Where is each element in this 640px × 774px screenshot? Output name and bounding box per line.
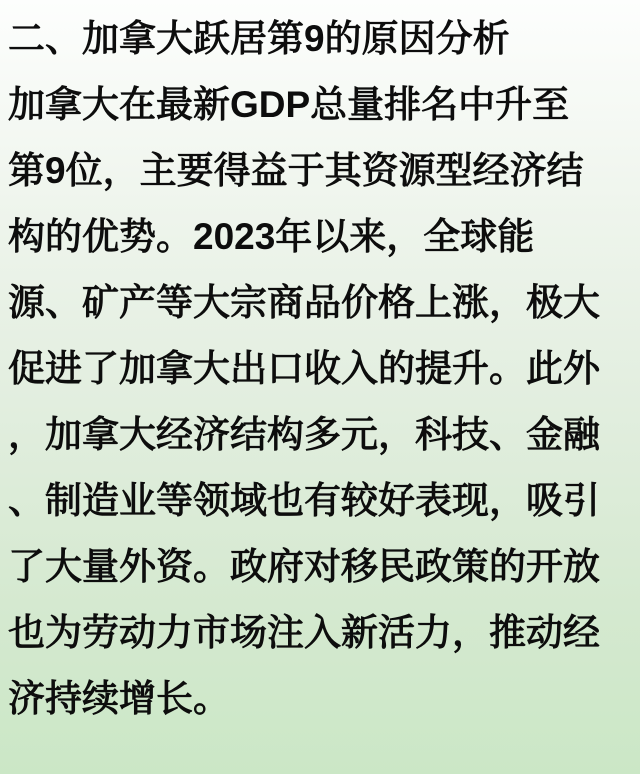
paragraph-line: 了大量外资。政府对移民政策的开放 xyxy=(8,546,600,587)
article-text-block xyxy=(8,6,636,732)
paragraph-line: 也为劳动力市场注入新活力，推动经 xyxy=(8,612,600,653)
paragraph-line: 第9位，主要得益于其资源型经济结 xyxy=(8,150,584,191)
paragraph-line: 构的优势。2023年以来，全球能 xyxy=(8,216,535,257)
paragraph-line: 促进了加拿大出口收入的提升。此外 xyxy=(8,348,600,389)
section-heading: 二、加拿大跃居第9的原因分析 xyxy=(8,18,510,59)
paragraph-line: ，加拿大经济结构多元，科技、金融 xyxy=(8,414,600,455)
paragraph-line: 源、矿产等大宗商品价格上涨，极大 xyxy=(8,282,600,323)
paragraph-line: 、制造业等领域也有较好表现，吸引 xyxy=(8,480,600,521)
body-paragraph xyxy=(8,72,636,732)
paragraph-line: 济持续增长。 xyxy=(8,678,230,719)
paragraph-line: 加拿大在最新GDP总量排名中升至 xyxy=(8,84,570,125)
